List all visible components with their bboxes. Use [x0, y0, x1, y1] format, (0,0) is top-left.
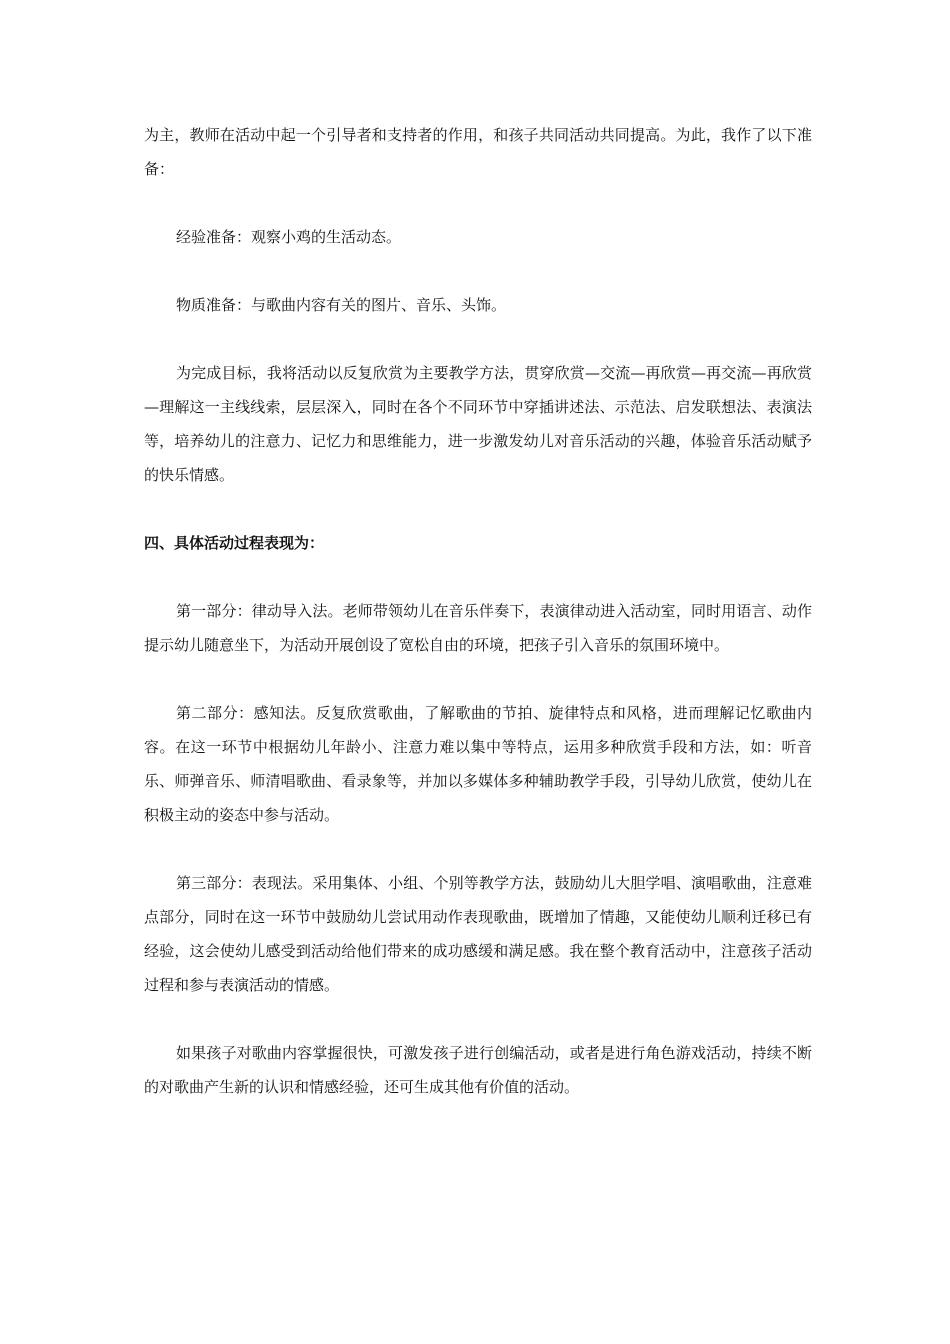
paragraph-material-prep: 物质准备：与歌曲内容有关的图片、音乐、头饰。: [176, 296, 507, 314]
paragraph-teaching-method: 为完成目标，我将活动以反复欣赏为主要教学方法，贯穿欣赏—交流—再欣赏—再交流—再欣赏—理解这一主线线索，层层深入，同时在各个不同环节中穿插讲述法、示范法、启发联想法、表演法等，培养幼儿的注意力、记忆力和思维能力，进一步激发幼儿对音乐活动的兴趣，体验音乐活动赋予的快乐情感。: [144, 364, 812, 484]
paragraph-part-three: 第三部分：表现法。采用集体、小组、个别等教学方法，鼓励幼儿大胆学唱、演唱歌曲，注意难点部分，同时在这一环节中鼓励幼儿尝试用动作表现歌曲，既增加了情趣，又能使幼儿顺利迁移已有经验，这会使幼儿感受到活动给他们带来的成功感缓和满足感。我在整个教育活动中，注意孩子活动过程和参与表演活动的情感。: [144, 874, 812, 994]
section-heading-4: 四、具体活动过程表现为：: [144, 534, 325, 552]
paragraph-part-two: 第二部分：感知法。反复欣赏歌曲，了解歌曲的节拍、旋律特点和风格，进而理解记忆歌曲内容。在这一环节中根据幼儿年龄小、注意力难以集中等特点，运用多种欣赏手段和方法，如：听音乐、师弹音乐、师清唱歌曲、看录象等，并加以多媒体多种辅助教学手段，引导幼儿欣赏，使幼儿在积极主动的姿态中参与活动。: [144, 704, 812, 824]
document-body: [144, 118, 812, 1138]
paragraph-experience-prep: 经验准备：观察小鸡的生活动态。: [176, 228, 402, 246]
paragraph-continuation: 为主，教师在活动中起一个引导者和支持者的作用，和孩子共同活动共同提高。为此，我作了以下准备：: [144, 126, 812, 178]
paragraph-part-one: 第一部分：律动导入法。老师带领幼儿在音乐伴奏下，表演律动进入活动室，同时用语言、动作提示幼儿随意坐下，为活动开展创设了宽松自由的环境，把孩子引入音乐的氛围环境中。: [144, 602, 812, 654]
paragraph-extension: 如果孩子对歌曲内容掌握很快，可激发孩子进行创编活动，或者是进行角色游戏活动，持续不断的对歌曲产生新的认识和情感经验，还可生成其他有价值的活动。: [144, 1044, 812, 1096]
